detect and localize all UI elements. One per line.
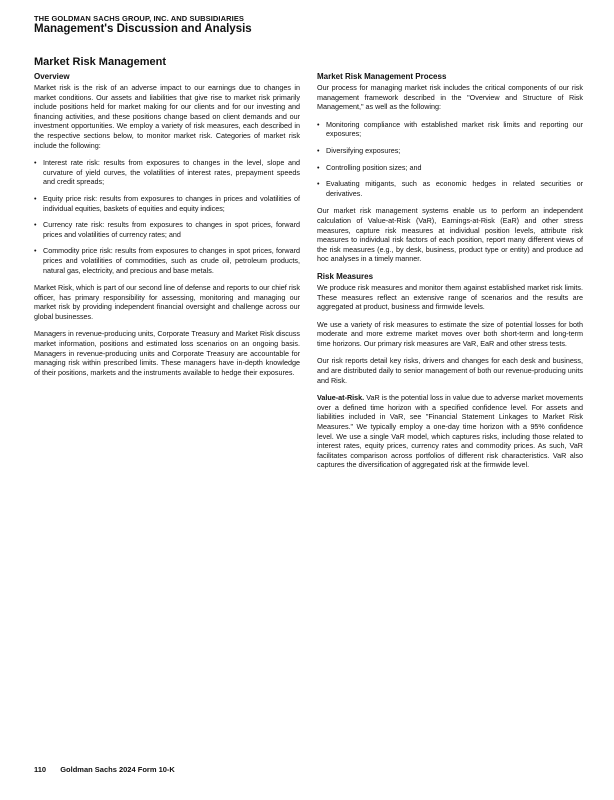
var-paragraph — [317, 393, 583, 470]
risk-measures-paragraph-3: Our risk reports detail key risks, drivers and changes for each desk and business, and are distributed daily to senior management of both our revenue-producing units and Risk. — [317, 356, 583, 385]
market-risk-categories-list — [34, 158, 300, 275]
list-item: • Currency rate risk: results from exposures to changes in spot prices, forward prices and volatilities of currency rates; and — [34, 220, 300, 239]
market-risk-paragraph: Market Risk, which is part of our second line of defense and reports to our chief risk officer, has primary responsibility for assessing, monitoring and managing our market risk by providing independent financial oversight and challenge across our global businesses. — [34, 283, 300, 321]
bullet-icon: • — [34, 220, 37, 230]
process-heading: Market Risk Management Process — [317, 72, 447, 81]
footer-label: Goldman Sachs 2024 Form 10-K — [60, 765, 175, 774]
page-title: Market Risk Management — [34, 56, 167, 68]
risk-measures-heading: Risk Measures — [317, 271, 374, 281]
page-footer — [34, 765, 175, 774]
process-components-list — [317, 120, 583, 199]
bullet-icon: • — [317, 162, 320, 172]
bullet-icon: • — [34, 158, 37, 168]
bullet-icon: • — [317, 119, 320, 129]
list-item: • Commodity price risk: results from exposures to changes in spot prices, forward prices and volatilities of commodities, such as crude oil, petroleum products, natural gas, electricity, and precious and base metals. — [34, 246, 300, 275]
overview-heading: Overview — [34, 72, 70, 81]
var-text: VaR is the potential loss in value due to adverse market movements over a defined time horizon with a specified confidence level. For assets and liabilities included in VaR, see "Financial Statement Linkages to Market Risk Measures." We typically employ a one-day time horizon with a 95% confidence level. We use a single VaR model, which captures risks, including those related to interest rates, equity prices, currency rates and commodity prices. As such, VaR facilitates comparison across portfolios of different risk characteristics. VaR also captures the diversification of aggregated risk at the firmwide level. — [317, 393, 583, 470]
risk-measures-paragraph-2: We use a variety of risk measures to estimate the size of potential losses for both moderate and more extreme market moves over both short-term and long-term time horizons. Our primary risk measures are VaR, EaR and other stress tests. — [317, 319, 583, 348]
managers-paragraph: Managers in revenue-producing units, Corporate Treasury and Market Risk discuss market information, positions and estimated loss scenarios on an ongoing basis. Managers in revenue-producing units and Corporate Treasury are accountable for managing risk within prescribed limits. These managers have in-depth knowledge of their positions, markets and the instruments available to hedge their exposures. — [34, 329, 300, 377]
bullet-icon: • — [34, 246, 37, 256]
right-column — [317, 72, 583, 478]
document-section-title: Management's Discussion and Analysis — [34, 23, 252, 35]
overview-paragraph: Market risk is the risk of an adverse impact to our earnings due to changes in market conditions. Our assets and liabilities that give rise to market risk primarily include positions held for market making for our clients and for our investing and financing activities, and these positions change based on client demands and our investment opportunities. We employ a variety of risk measures, each described in the respective sections below, to monitor market risk. Categories of market risk include the following: — [34, 83, 300, 150]
bullet-icon: • — [34, 193, 37, 203]
list-item: • Interest rate risk: results from exposures to changes in the level, slope and curvature of yield curves, the volatilities of interest rates, prepayment speeds and credit spreads; — [34, 158, 300, 187]
bullet-icon: • — [317, 145, 320, 155]
var-heading: Value-at-Risk. — [317, 393, 365, 403]
list-item: • Controlling position sizes; and — [317, 162, 422, 172]
page-number: 110 — [34, 765, 47, 774]
left-column — [34, 72, 300, 385]
list-item: • Equity price risk: results from exposures to changes in prices and volatilities of individual equities, baskets of equities and equity indices; — [34, 193, 300, 213]
company-header: THE GOLDMAN SACHS GROUP, INC. AND SUBSIDIARIES — [34, 14, 245, 23]
list-item: • Diversifying exposures; — [317, 145, 401, 155]
process-paragraph: Our process for managing market risk includes the critical components of our risk management framework described in the "Overview and Structure of Risk Management," as well as the following: — [317, 83, 583, 112]
list-item: • Monitoring compliance with established market risk limits and reporting our exposures; — [317, 119, 583, 139]
systems-paragraph: Our market risk management systems enable us to perform an independent calculation of Value-at-Risk (VaR), Earnings-at-Risk (EaR) and other stress measures, capture risk measures at individual position levels, attribute risk measures to individual risk factors of each position, report many different views of the risk measures (e.g., by desk, business, product type or entity) and produce ad hoc analyses in a timely manner. — [317, 206, 583, 264]
risk-measures-paragraph-1: We produce risk measures and monitor them against established market risk limits. These measures reflect an extensive range of scenarios and the results are aggregated at product, business and firmwide levels. — [317, 282, 583, 312]
list-item: • Evaluating mitigants, such as economic hedges in related securities or derivatives. — [317, 179, 583, 198]
bullet-icon: • — [317, 179, 320, 189]
